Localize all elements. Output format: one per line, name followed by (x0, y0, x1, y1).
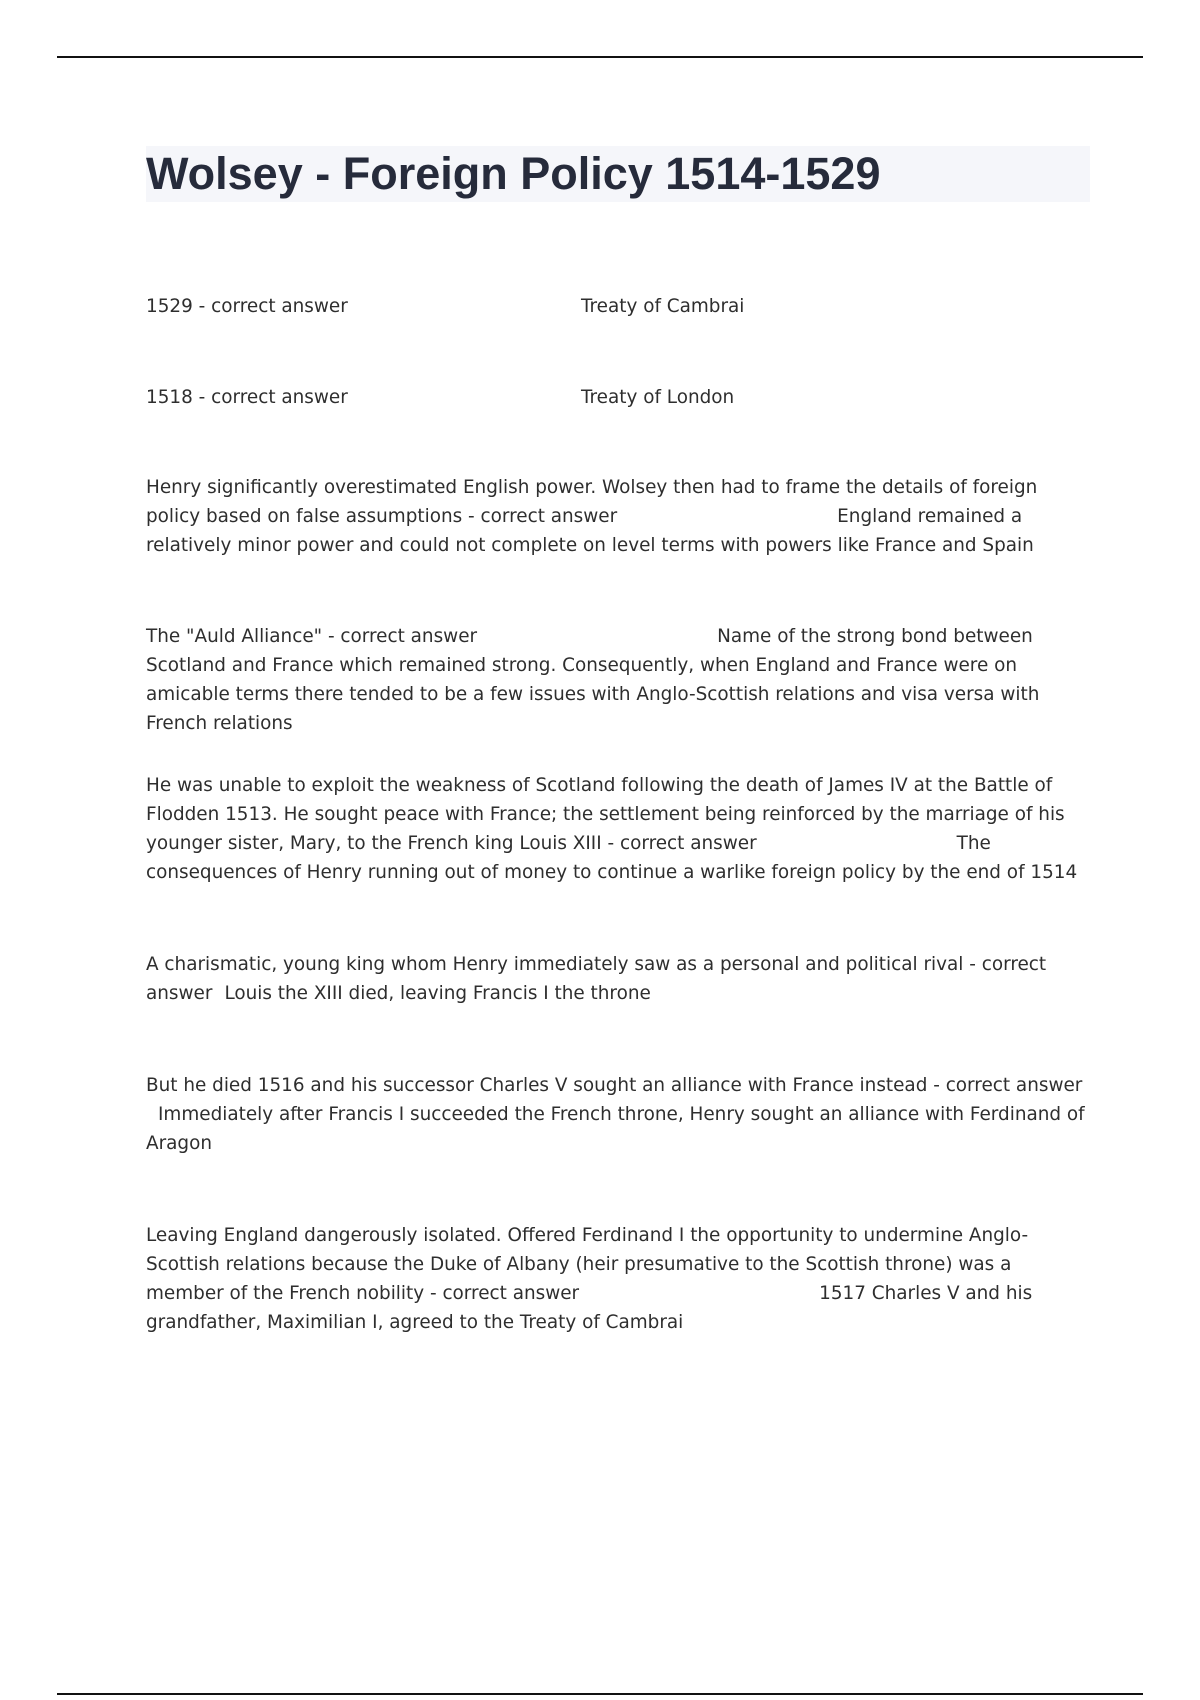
flashcard-question: But he died 1516 and his successor Charles V sought an alliance with France instead - correct answer (146, 1075, 1083, 1096)
flashcard-question: Henry significantly overestimated English power. Wolsey then had to frame the details of foreign policy based on false assumptions - correct answer (146, 477, 1038, 527)
flashcard (146, 1071, 1090, 1158)
flashcard-question: Leaving England dangerously isolated. Offered Ferdinand I the opportunity to undermine Anglo-Scottish relations because the Duke of Albany (heir presumative to the Scottish throne) was a member of the French nobility - correct answer (146, 1225, 1029, 1304)
flashcard (146, 1221, 1090, 1337)
flashcard-answer: 1517 Charles V and his grandfather, Maximilian I, agreed to the Treaty of Cambrai (146, 1283, 1033, 1333)
top-divider (57, 56, 1143, 58)
flashcard (146, 292, 1090, 321)
flashcard (146, 771, 1090, 887)
flashcard-answer: Louis the XIII died, leaving Francis I the throne (224, 983, 651, 1004)
flashcard (146, 950, 1090, 1008)
flashcard-answer: Immediately after Francis I succeeded the French throne, Henry sought an alliance with Ferdinand of Aragon (146, 1104, 1085, 1154)
flashcard-answer: Treaty of Cambrai (581, 296, 745, 317)
flashcard-question: The "Auld Alliance" - correct answer (146, 626, 478, 647)
flashcard (146, 622, 1090, 738)
flashcard (146, 383, 1090, 412)
flashcard-answer: Treaty of London (581, 387, 735, 408)
bottom-divider (57, 1693, 1143, 1695)
flashcard-question: He was unable to exploit the weakness of Scotland following the death of James IV at the Battle of Flodden 1513. He sought peace with France; the settlement being reinforced by the marriage of his younger sister, Mary, to the French king Louis XIII - correct answer (146, 775, 1065, 854)
flashcard-question: A charismatic, young king whom Henry immediately saw as a personal and political rival - correct answer (146, 954, 1047, 1004)
flashcard (146, 473, 1090, 560)
flashcard-answer: Name of the strong bond between Scotland and France which remained strong. Consequently, when England and France were on amicable terms there tended to be a few issues with Anglo-Scottish relations and visa versa with French relations (146, 626, 1040, 734)
flashcard-question: 1529 - correct answer (146, 296, 348, 317)
flashcard-question: 1518 - correct answer (146, 387, 348, 408)
flashcard-answer: England remained a relatively minor power and could not complete on level terms with powers like France and Spain (146, 506, 1034, 556)
page-title: Wolsey - Foreign Policy 1514-1529 (146, 148, 881, 199)
flashcard-answer: The consequences of Henry running out of money to continue a warlike foreign policy by the end of 1514 (146, 833, 1078, 883)
